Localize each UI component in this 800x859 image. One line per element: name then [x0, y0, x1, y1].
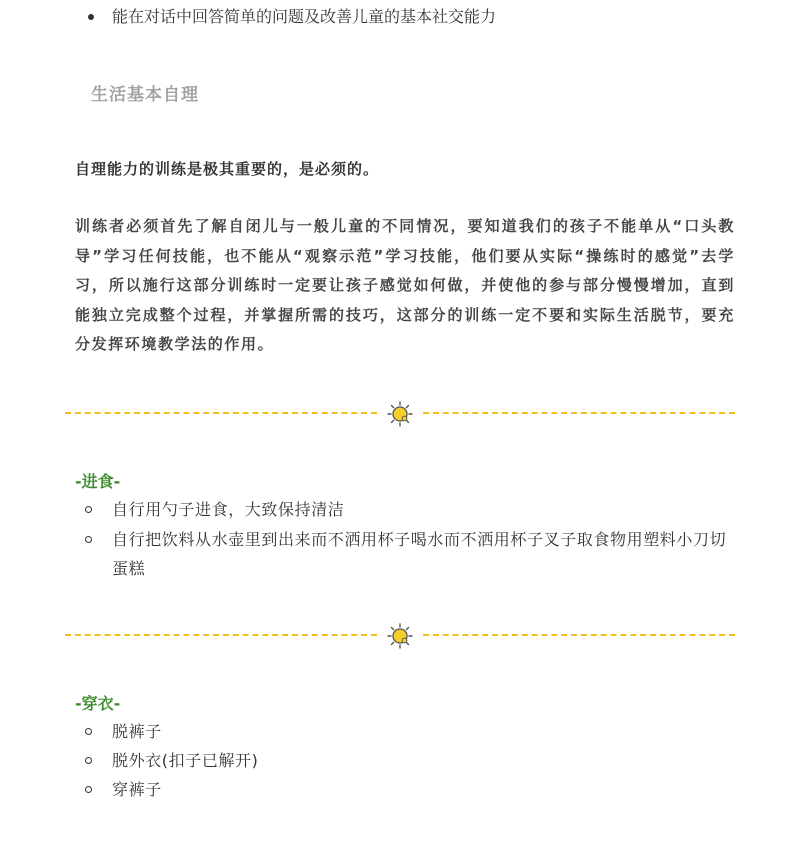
bullet-ring [85, 728, 92, 735]
list-item-text: 脱裤子 [112, 722, 162, 741]
divider [65, 401, 735, 425]
sun-icon [387, 623, 413, 649]
divider [65, 623, 735, 647]
list-item-text: 脱外衣(扣子已解开) [112, 751, 259, 770]
divider-line-right [423, 634, 735, 636]
list-item [85, 746, 735, 775]
list-item-text: 自行把饮料从水壶里到出来而不洒用杯子喝水而不洒用杯子叉子取食物用塑料小刀切蛋糕 [112, 530, 727, 578]
bullet-dot [88, 14, 94, 20]
bullet-ring [85, 506, 92, 513]
dressing-heading: -穿衣- [75, 694, 121, 713]
sun-icon [387, 401, 413, 427]
list-item [85, 717, 735, 746]
eating-list [85, 495, 735, 583]
bullet-text: 能在对话中回答简单的问题及改善儿童的基本社交能力 [112, 7, 497, 26]
list-item [85, 775, 735, 804]
list-item [85, 495, 735, 524]
bullet-ring [85, 757, 92, 764]
lead-sentence: 自理能力的训练是极其重要的，是必须的。 [75, 160, 380, 178]
section-title: 生活基本自理 [91, 85, 199, 105]
list-item-text: 自行用勺子进食，大致保持清洁 [112, 500, 345, 519]
divider-line-left [65, 412, 377, 414]
list-item [85, 525, 735, 583]
bullet-ring [85, 536, 92, 543]
eating-heading: -进食- [75, 472, 121, 491]
bullet-ring [85, 786, 92, 793]
body-paragraph: 训练者必须首先了解自闭儿与一般儿童的不同情况，要知道我们的孩子不能单从“口头教导”学习任何技能，也不能从“观察示范”学习技能，他们要从实际“操练时的感觉”去学习，所以施行这部分训练时一定要让孩子感觉如何做，并使他的参与部分慢慢增加，直到能独立完成整个过程，并掌握所需的技巧，这部分的训练一定不要和实际生活脱节，要充分发挥环境教学法的作用。 [75, 217, 735, 353]
divider-line-left [65, 634, 377, 636]
dressing-list [85, 717, 735, 804]
list-item-text: 穿裤子 [112, 780, 162, 799]
divider-line-right [423, 412, 735, 414]
